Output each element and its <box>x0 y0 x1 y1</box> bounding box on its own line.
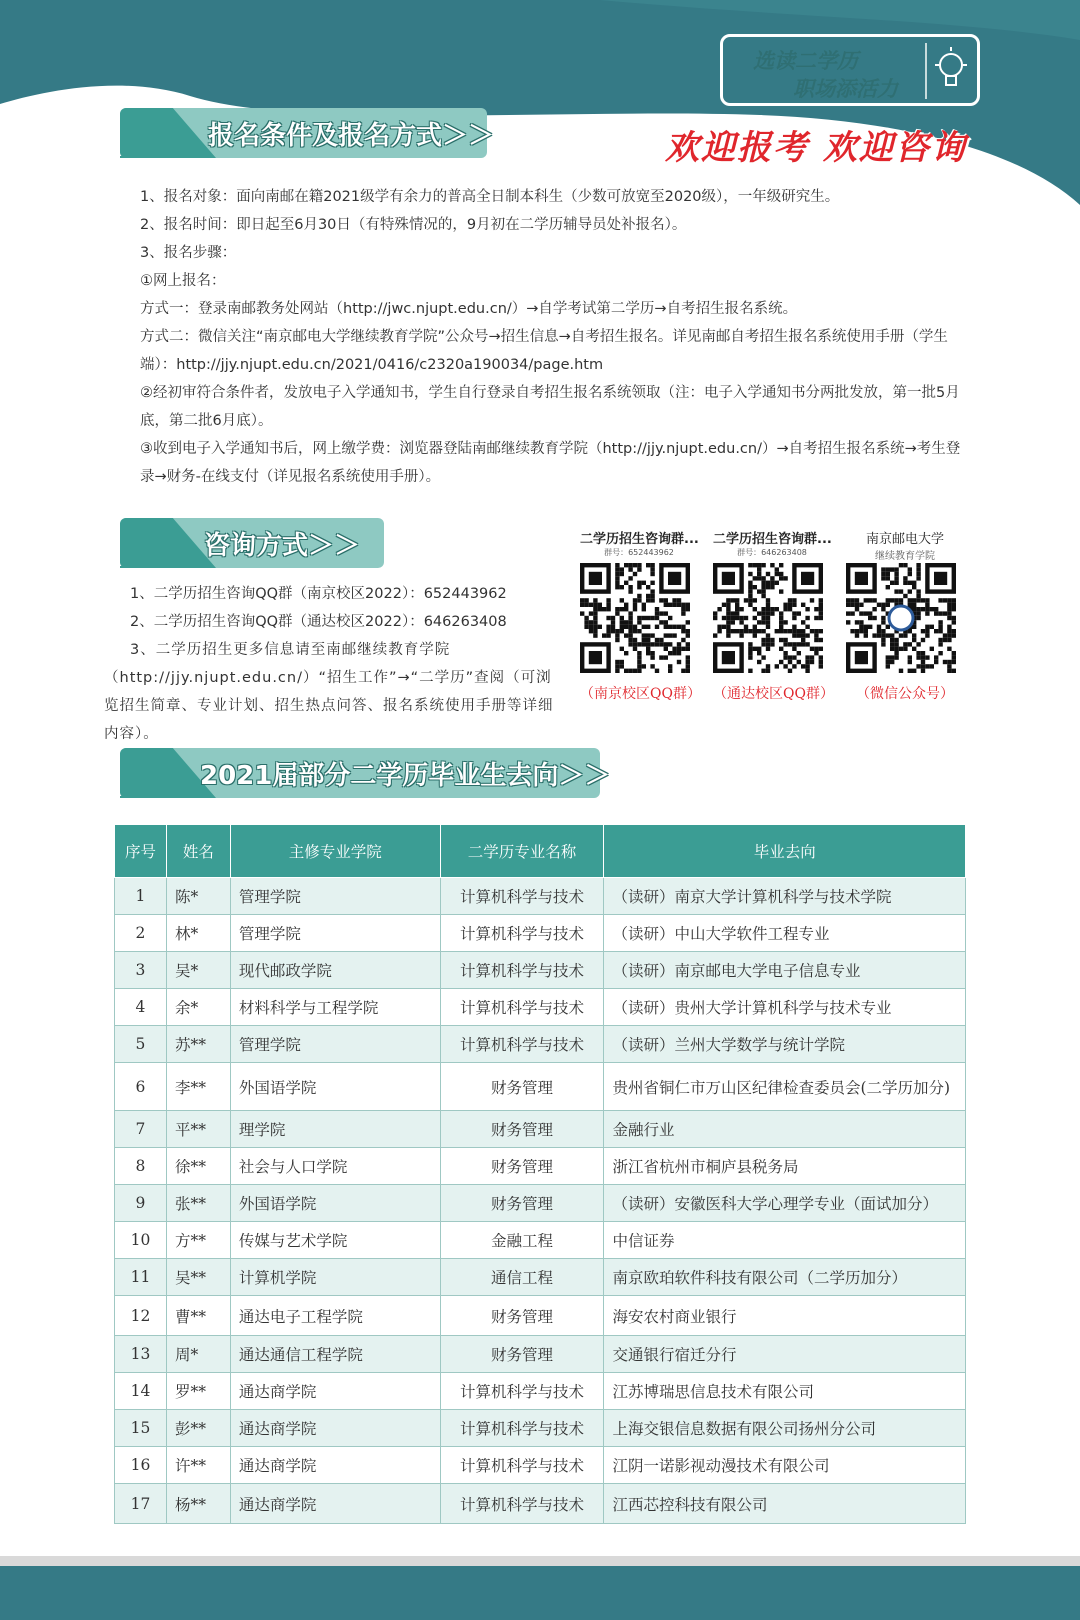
cell-destination: （读研）兰州大学数学与统计学院 <box>604 1026 966 1063</box>
cell-major-college: 计算机学院 <box>230 1259 440 1296</box>
table-row <box>115 878 966 915</box>
cell-index: 8 <box>115 1148 167 1185</box>
cell-name: 陈* <box>166 878 230 915</box>
cell-second-major: 财务管理 <box>440 1111 604 1148</box>
cell-destination: 上海交银信息数据有限公司扬州分公司 <box>604 1410 966 1447</box>
cell-major-college: 外国语学院 <box>230 1185 440 1222</box>
qr-subtitle: 群号：652443962 <box>604 548 674 557</box>
cell-index: 16 <box>115 1447 167 1484</box>
cell-name: 罗** <box>166 1373 230 1410</box>
consult-line: 3、二学历招生更多信息请至南邮继续教育学院（http://jjy.njupt.edu.cn/）“招生工作”→“二学历”查阅（可浏览招生简章、专业计划、招生热点问答、报名系统使用手册等详细内容）。 <box>104 642 554 742</box>
qr-caption: （南京校区QQ群） <box>580 686 701 702</box>
qr-title: 二学历招生咨询群... <box>713 532 832 547</box>
registration-line: ①网上报名： <box>140 273 226 289</box>
cell-second-major: 财务管理 <box>440 1336 604 1373</box>
registration-line: 3、报名步骤： <box>140 245 237 261</box>
cell-destination: （读研）南京大学计算机科学与技术学院 <box>604 878 966 915</box>
cell-second-major: 财务管理 <box>440 1296 604 1336</box>
cell-destination: 金融行业 <box>604 1111 966 1148</box>
lightbulb-icon <box>925 43 971 99</box>
qr-title: 南京邮电大学 <box>865 532 944 547</box>
cell-index: 6 <box>115 1063 167 1111</box>
column-header: 姓名 <box>166 825 230 878</box>
registration-line: ③收到电子入学通知书后，网上缴学费：浏览器登陆南邮继续教育学院（http://jjy.njupt.edu.cn/）→自考招生报名系统→考生登录→财务-在线支付（详见报名系统使用手册）。 <box>140 441 961 485</box>
cell-index: 2 <box>115 915 167 952</box>
cell-index: 14 <box>115 1373 167 1410</box>
footer-band <box>0 1566 1080 1620</box>
section-title: 咨询方式＞＞ <box>204 531 361 561</box>
column-header: 二学历专业名称 <box>440 825 604 878</box>
table-row <box>115 1148 966 1185</box>
registration-line: 1、报名对象：面向南邮在籍2021级学有余力的普高全日制本科生（少数可放宽至2020级），一年级研究生。 <box>140 189 840 205</box>
cell-second-major: 计算机科学与技术 <box>440 1026 604 1063</box>
qr-subtitle: 群号：646263408 <box>737 548 807 557</box>
cell-name: 许** <box>166 1447 230 1484</box>
cell-name: 彭** <box>166 1410 230 1447</box>
qr-caption: （通达校区QQ群） <box>713 686 834 702</box>
cell-index: 7 <box>115 1111 167 1148</box>
cell-name: 吴** <box>166 1259 230 1296</box>
table-row <box>115 1185 966 1222</box>
table-row <box>115 1373 966 1410</box>
section-title: 2021届部分二学历毕业生去向＞＞ <box>200 761 611 791</box>
cell-name: 徐** <box>166 1148 230 1185</box>
table-header-row <box>115 825 966 878</box>
cell-index: 13 <box>115 1336 167 1373</box>
cell-index: 10 <box>115 1222 167 1259</box>
section-header-registration <box>120 108 495 158</box>
cell-major-college: 管理学院 <box>230 1026 440 1063</box>
cell-second-major: 计算机科学与技术 <box>440 878 604 915</box>
cell-second-major: 计算机科学与技术 <box>440 989 604 1026</box>
cell-second-major: 计算机科学与技术 <box>440 1410 604 1447</box>
cell-index: 12 <box>115 1296 167 1336</box>
cell-major-college: 通达商学院 <box>230 1410 440 1447</box>
cell-second-major: 计算机科学与技术 <box>440 1373 604 1410</box>
registration-line: 2、报名时间：即日起至6月30日（有特殊情况的，9月初在二学历辅导员处补报名）。 <box>140 217 687 233</box>
section-header-graduates <box>120 748 611 798</box>
cell-destination: （读研）安徽医科大学心理学专业（面试加分） <box>604 1185 966 1222</box>
cell-major-college: 材料科学与工程学院 <box>230 989 440 1026</box>
cell-index: 3 <box>115 952 167 989</box>
consult-line: 1、二学历招生咨询QQ群（南京校区2022）：652443962 <box>130 586 507 602</box>
registration-line: 方式二：微信关注“南京邮电大学继续教育学院”公众号→招生信息→自考招生报名。详见南邮自考招生报名系统使用手册（学生端）：http://jjy.njupt.edu.cn/2021/0416/c2320a190034/page.htm <box>140 329 948 373</box>
cell-major-college: 管理学院 <box>230 915 440 952</box>
qr-subtitle: 继续教育学院 <box>875 551 935 562</box>
cell-second-major: 通信工程 <box>440 1259 604 1296</box>
cell-name: 余* <box>166 989 230 1026</box>
cell-major-college: 管理学院 <box>230 878 440 915</box>
table-row <box>115 1296 966 1336</box>
consult-text <box>104 580 556 748</box>
welcome-slogan: 欢迎报考 欢迎咨询 <box>665 128 967 168</box>
cell-major-college: 通达商学院 <box>230 1447 440 1484</box>
table-row <box>115 1222 966 1259</box>
cell-name: 苏** <box>166 1026 230 1063</box>
cell-destination: 海安农村商业银行 <box>604 1296 966 1336</box>
cell-second-major: 计算机科学与技术 <box>440 1447 604 1484</box>
table-row <box>115 1447 966 1484</box>
cell-destination: 浙江省杭州市桐庐县税务局 <box>604 1148 966 1185</box>
table-row <box>115 1410 966 1447</box>
cell-index: 11 <box>115 1259 167 1296</box>
cell-second-major: 计算机科学与技术 <box>440 915 604 952</box>
qr-card-wechat <box>846 528 964 703</box>
table-row <box>115 1111 966 1148</box>
cell-destination: （读研）南京邮电大学电子信息专业 <box>604 952 966 989</box>
graduates-table <box>114 824 966 1524</box>
cell-major-college: 通达通信工程学院 <box>230 1336 440 1373</box>
table-row <box>115 915 966 952</box>
cell-second-major: 金融工程 <box>440 1222 604 1259</box>
cell-name: 周* <box>166 1336 230 1373</box>
cell-major-college: 传媒与艺术学院 <box>230 1222 440 1259</box>
table-row <box>115 989 966 1026</box>
table-row <box>115 1484 966 1524</box>
registration-text <box>112 183 974 491</box>
column-header: 序号 <box>115 825 167 878</box>
section-title: 报名条件及报名方式＞＞ <box>208 121 495 151</box>
qr-caption: （微信公众号） <box>856 686 954 702</box>
cell-second-major: 计算机科学与技术 <box>440 1484 604 1524</box>
cell-index: 4 <box>115 989 167 1026</box>
cell-destination: 南京欧珀软件科技有限公司（二学历加分） <box>604 1259 966 1296</box>
consult-line: 2、二学历招生咨询QQ群（通达校区2022）：646263408 <box>130 614 507 630</box>
cell-major-college: 通达商学院 <box>230 1484 440 1524</box>
cell-name: 李** <box>166 1063 230 1111</box>
cell-destination: 江阴一诺影视动漫技术有限公司 <box>604 1447 966 1484</box>
cell-second-major: 财务管理 <box>440 1185 604 1222</box>
section-header-consult <box>120 518 384 568</box>
table-row <box>115 1026 966 1063</box>
cell-major-college: 理学院 <box>230 1111 440 1148</box>
cell-major-college: 通达电子工程学院 <box>230 1296 440 1336</box>
table-row <box>115 1259 966 1296</box>
cell-destination: 交通银行宿迁分行 <box>604 1336 966 1373</box>
cell-major-college: 社会与人口学院 <box>230 1148 440 1185</box>
qr-code-icon <box>713 563 823 673</box>
qr-code-icon <box>846 563 956 673</box>
cell-name: 吴* <box>166 952 230 989</box>
cell-destination: （读研）中山大学软件工程专业 <box>604 915 966 952</box>
cell-second-major: 财务管理 <box>440 1063 604 1111</box>
cell-index: 9 <box>115 1185 167 1222</box>
cell-index: 1 <box>115 878 167 915</box>
registration-line: ②经初审符合条件者，发放电子入学通知书，学生自行登录自考招生报名系统领取（注：电子入学通知书分两批发放，第一批5月底，第二批6月底）。 <box>140 385 960 429</box>
slogan-line-2: 职场添活力 <box>793 76 898 101</box>
table-row <box>115 1063 966 1111</box>
qr-card-tongda <box>713 528 834 703</box>
cell-destination: 江西芯控科技有限公司 <box>604 1484 966 1524</box>
cell-destination: （读研）贵州大学计算机科学与技术专业 <box>604 989 966 1026</box>
cell-index: 17 <box>115 1484 167 1524</box>
qr-code-icon <box>580 563 690 673</box>
cell-destination: 江苏博瑞思信息技术有限公司 <box>604 1373 966 1410</box>
qr-title: 二学历招生咨询群... <box>580 532 699 547</box>
cell-second-major: 计算机科学与技术 <box>440 952 604 989</box>
cell-destination: 中信证券 <box>604 1222 966 1259</box>
cell-index: 5 <box>115 1026 167 1063</box>
footer-strip <box>0 1556 1080 1566</box>
cell-major-college: 通达商学院 <box>230 1373 440 1410</box>
table-row <box>115 1336 966 1373</box>
cell-destination: 贵州省铜仁市万山区纪律检查委员会(二学历加分) <box>604 1063 966 1111</box>
cell-name: 曹** <box>166 1296 230 1336</box>
cell-name: 方** <box>166 1222 230 1259</box>
cell-major-college: 外国语学院 <box>230 1063 440 1111</box>
cell-name: 张** <box>166 1185 230 1222</box>
qr-card-nanjing <box>580 528 701 703</box>
cell-major-college: 现代邮政学院 <box>230 952 440 989</box>
cell-second-major: 财务管理 <box>440 1148 604 1185</box>
slogan-box <box>720 34 980 106</box>
column-header: 主修专业学院 <box>230 825 440 878</box>
cell-name: 林* <box>166 915 230 952</box>
column-header: 毕业去向 <box>604 825 966 878</box>
table-row <box>115 952 966 989</box>
registration-line: 方式一：登录南邮教务处网站（http://jwc.njupt.edu.cn/）→自学考试第二学历→自考招生报名系统。 <box>140 301 798 317</box>
cell-index: 15 <box>115 1410 167 1447</box>
cell-name: 平** <box>166 1111 230 1148</box>
cell-name: 杨** <box>166 1484 230 1524</box>
slogan-line-1: 选读二学历 <box>753 48 858 73</box>
